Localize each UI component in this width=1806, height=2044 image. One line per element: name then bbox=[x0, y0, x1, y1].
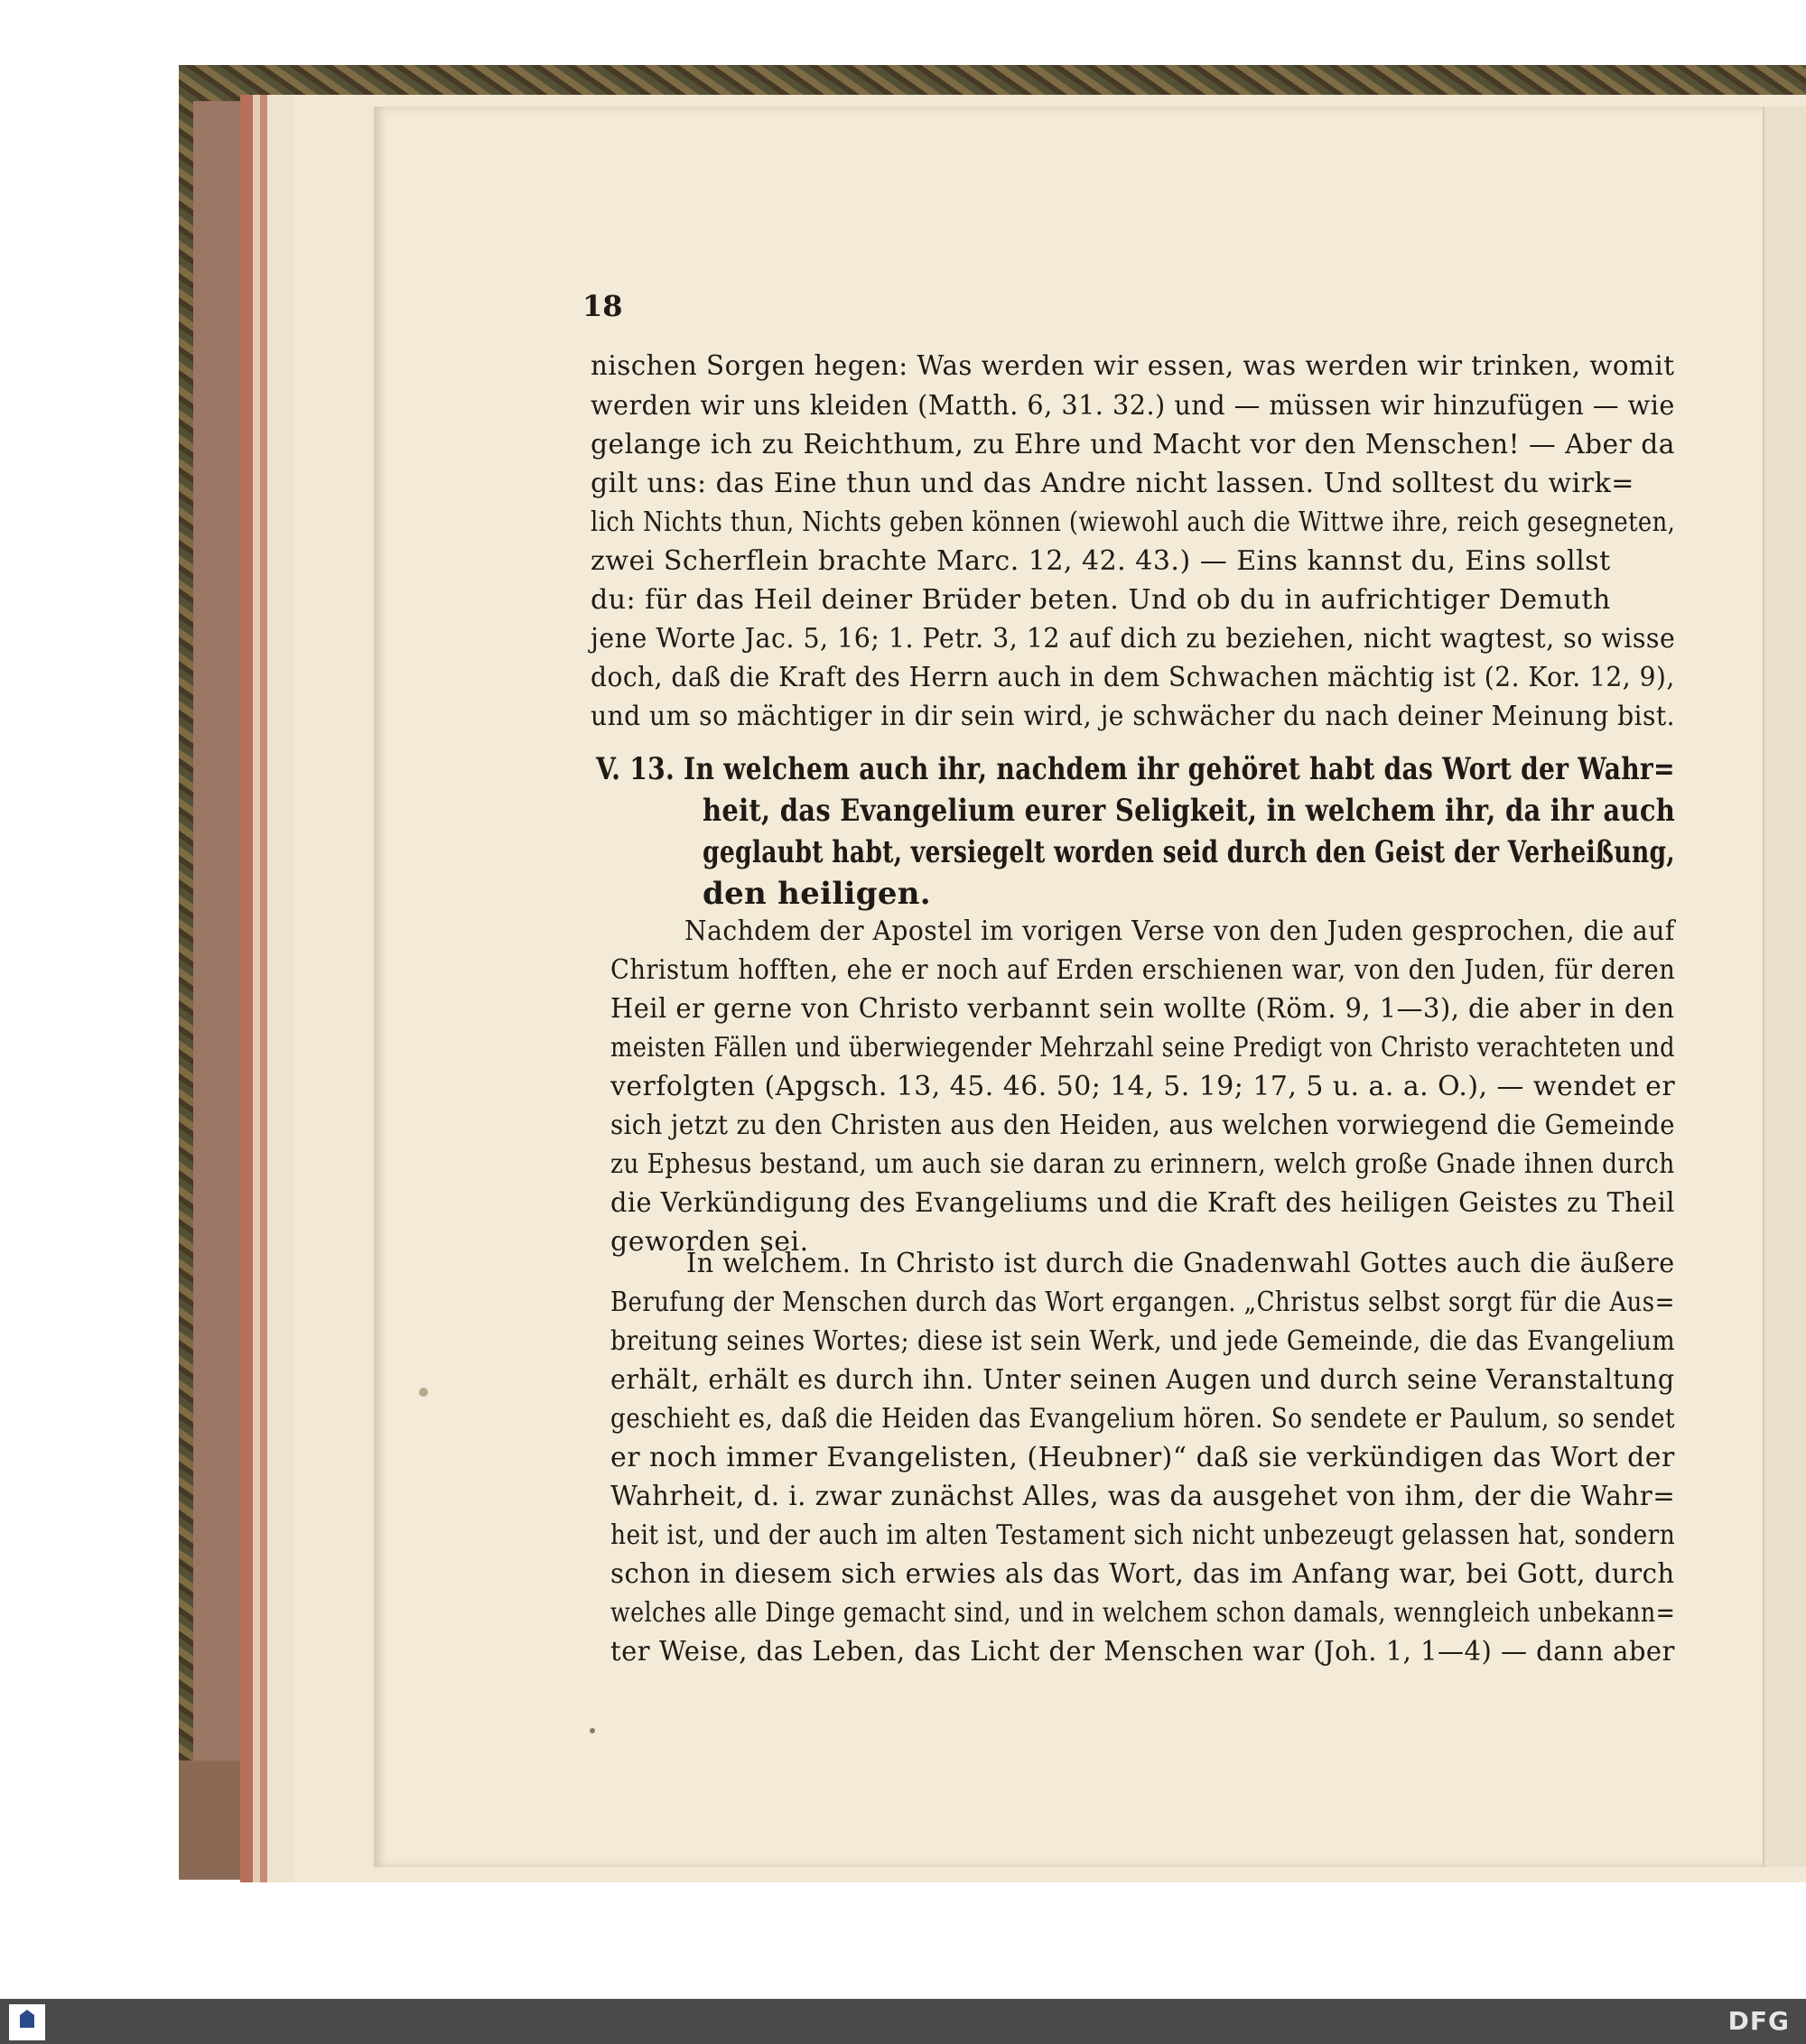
text-line: die Verkündigung des Evangeliums und die Kraft des heiligen Geistes zu Theil bbox=[610, 1187, 1675, 1219]
dfg-logo[interactable]: DFG bbox=[1727, 2006, 1790, 2036]
text-line: meisten Fällen und überwiegender Mehrzahl seine Predigt von Christo verachteten und bbox=[610, 1032, 1675, 1064]
text-line: werden wir uns kleiden (Matth. 6, 31. 32.) und — müssen wir hinzufügen — wie bbox=[591, 390, 1675, 422]
text-line: geschieht es, daß die Heiden das Evangelium hören. So sendete er Paulum, so sendet bbox=[610, 1403, 1675, 1435]
text-line: jene Worte Jac. 5, 16; 1. Petr. 3, 12 auf dich zu beziehen, nicht wagtest, so wisse bbox=[591, 623, 1676, 655]
text-line: breitung seines Wortes; diese ist sein Werk, und jede Gemeinde, die das Evangelium bbox=[610, 1325, 1676, 1357]
text-line: schon in diesem sich erwies als das Wort, das im Anfang war, bei Gott, durch bbox=[610, 1558, 1675, 1590]
text-line: gelange ich zu Reichthum, zu Ehre und Macht vor den Menschen! — Aber da bbox=[591, 429, 1675, 460]
verse-heading-line: V. 13. In welchem auch ihr, nachdem ihr gehöret habt das Wort der Wahr= bbox=[596, 751, 1675, 787]
text-line: zu Ephesus bestand, um auch sie daran zu erinnern, welch große Gnade ihnen durch bbox=[610, 1148, 1675, 1180]
text-line: Wahrheit, d. i. zwar zunächst Alles, was da ausgehet von ihm, der die Wahr= bbox=[610, 1481, 1676, 1512]
library-logo-icon bbox=[20, 2010, 34, 2028]
verse-heading-line: heit, das Evangelium eurer Seligkeit, in welchem ihr, da ihr auch bbox=[703, 793, 1676, 829]
text-line: welches alle Dinge gemacht sind, und in welchem schon damals, wenngleich unbekann= bbox=[610, 1597, 1676, 1629]
text-line: Christum hofften, ehe er noch auf Erden erschienen war, von den Juden, für deren bbox=[610, 954, 1676, 986]
next-page-edge bbox=[1763, 107, 1806, 1867]
text-line: ter Weise, das Leben, das Licht der Menschen war (Joh. 1, 1—4) — dann aber bbox=[610, 1636, 1675, 1668]
text-line: verfolgten (Apgsch. 13, 45. 46. 50; 14, 5. 19; 17, 5 u. a. a. O.), — wendet er bbox=[610, 1071, 1676, 1102]
page-number: 18 bbox=[582, 289, 623, 323]
text-line: geworden sei. bbox=[610, 1226, 809, 1258]
text-line: nischen Sorgen hegen: Was werden wir essen, was werden wir trinken, womit bbox=[591, 350, 1675, 382]
library-logo[interactable] bbox=[9, 2004, 45, 2040]
verse-heading-line: geglaubt habt, versiegelt worden seid durch den Geist der Verheißung, bbox=[703, 834, 1675, 870]
text-line: du: für das Heil deiner Brüder beten. Und ob du in aufrichtiger Demuth bbox=[591, 584, 1611, 616]
text-line: sich jetzt zu den Christen aus den Heiden, aus welchen vorwiegend die Gemeinde bbox=[610, 1110, 1675, 1141]
paper-speck bbox=[419, 1388, 428, 1397]
text-line: Berufung der Menschen durch das Wort ergangen. „Christus selbst sorgt für die Aus= bbox=[610, 1287, 1675, 1318]
verse-heading-line: den heiligen. bbox=[703, 876, 931, 912]
text-line: zwei Scherflein brachte Marc. 12, 42. 43.) — Eins kannst du, Eins sollst bbox=[591, 545, 1611, 577]
text-line: er noch immer Evangelisten, (Heubner)“ daß sie verkündigen das Wort der bbox=[610, 1442, 1675, 1473]
text-line: heit ist, und der auch im alten Testament sich nicht unbezeugt gelassen hat, sondern bbox=[610, 1519, 1676, 1551]
text-line: gilt uns: das Eine thun und das Andre nicht lassen. Und solltest du wirk= bbox=[591, 468, 1634, 499]
text-line: In welchem. In Christo ist durch die Gnadenwahl Gottes auch die äußere bbox=[686, 1248, 1675, 1279]
text-line: erhält, erhält es durch ihn. Unter seinen Augen und durch seine Veranstaltung bbox=[610, 1364, 1675, 1396]
text-line: lich Nichts thun, Nichts geben können (wiewohl auch die Wittwe ihre, reich gesegneten, bbox=[591, 506, 1676, 538]
text-line: Nachdem der Apostel im vorigen Verse von den Juden gesprochen, die auf bbox=[684, 915, 1675, 947]
text-line: und um so mächtiger in dir sein wird, je schwächer du nach deiner Meinung bist. bbox=[591, 701, 1676, 732]
viewer-footer bbox=[0, 1999, 1806, 2044]
text-line: doch, daß die Kraft des Herrn auch in dem Schwachen mächtig ist (2. Kor. 12, 9), bbox=[591, 662, 1675, 693]
paper-speck bbox=[590, 1728, 595, 1733]
text-line: Heil er gerne von Christo verbannt sein wollte (Röm. 9, 1—3), die aber in den bbox=[610, 993, 1675, 1025]
